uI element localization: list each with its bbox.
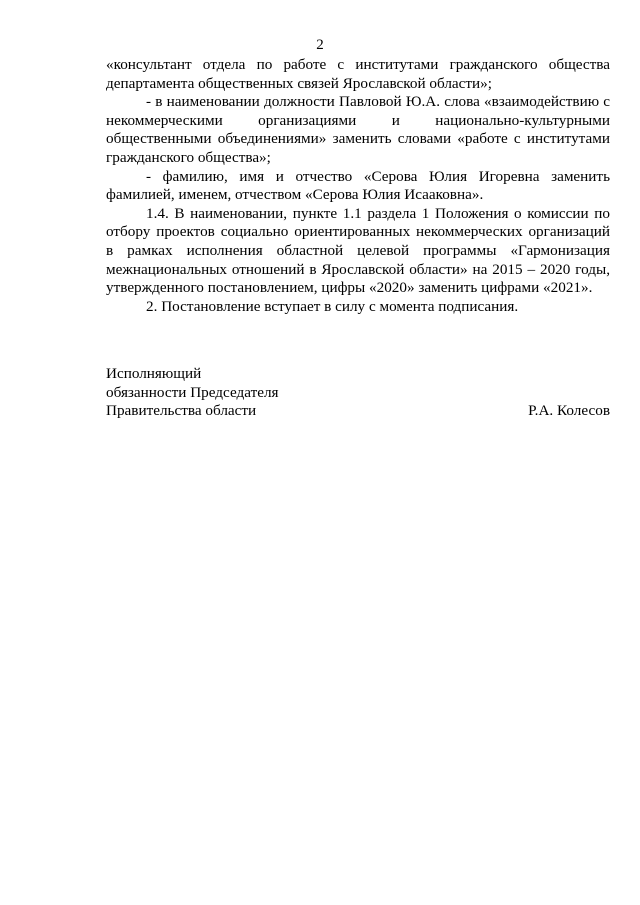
paragraph-item-1-4: 1.4. В наименовании, пункте 1.1 раздела 1 Положения о комиссии по отбору проектов социально ориентированных некоммерческих организаций в рамках исполнения областной целевой программы «Гармонизация межнациональных отношений в Ярославской области» на 2015 – 2020 годы, утвержденного постановлением, цифры «2020» заменить цифрами «2021». xyxy=(106,204,610,297)
signature-position-line3: Правительства области xyxy=(106,402,257,420)
signature-position-line2: обязанности Председателя xyxy=(106,383,279,401)
signature-position-line1: Исполняющий xyxy=(106,365,202,382)
paragraph-pavlova-title: - в наименовании должности Павловой Ю.А. слова «взаимодействию с некоммерческими организациями и национально-культурными общественными объединениями» заменить словами «работе с институтами гражданского общества»; xyxy=(106,93,610,166)
paragraph-serova-name: - фамилию, имя и отчество «Серова Юлия Игоревна заменить фамилией, именем, отчеством «Серова Юлия Исааковна». xyxy=(106,167,610,204)
signature-block xyxy=(106,365,610,421)
document-body xyxy=(106,56,610,316)
paragraph-item-2: 2. Постановление вступает в силу с момента подписания. xyxy=(146,297,519,315)
signature-row xyxy=(106,402,610,421)
signatory-name: Р.А. Колесов xyxy=(528,402,610,420)
paragraph-continuation: «консультант отдела по работе с институтами гражданского общества департамента общественных связей Ярославской области»; xyxy=(106,56,610,92)
page-number: 2 xyxy=(316,37,324,53)
